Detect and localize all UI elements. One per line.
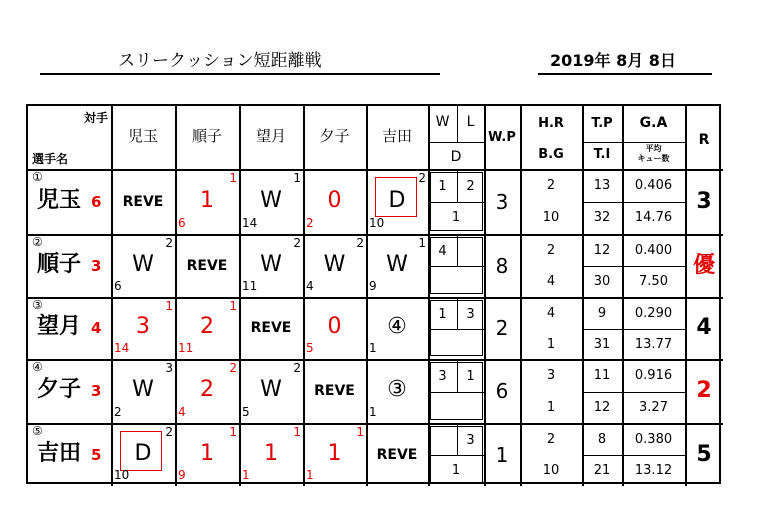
match-result: 2 xyxy=(200,314,214,339)
average-cues: 3.27 xyxy=(639,400,668,415)
match-points: 6 xyxy=(114,279,122,293)
match-innings: 2 xyxy=(293,236,301,250)
wins-value: 1 xyxy=(438,307,447,322)
match-points: 9 xyxy=(178,468,186,482)
reve-label: REVE xyxy=(376,447,418,463)
match-result: ④ xyxy=(387,314,407,339)
opponent-header-5: 吉田 xyxy=(381,127,412,145)
match-innings: 1 xyxy=(356,425,364,439)
match-points: 1 xyxy=(242,468,250,482)
best-game: 10 xyxy=(542,463,560,478)
rank: 2 xyxy=(696,378,712,403)
stats-subrow-divider xyxy=(582,329,685,330)
rank: 3 xyxy=(696,189,712,214)
column-divider xyxy=(685,106,687,486)
column-divider xyxy=(582,106,584,486)
row-divider xyxy=(28,423,723,425)
match-points: 2 xyxy=(114,405,122,419)
match-innings: 3 xyxy=(165,361,173,375)
losses-value: 1 xyxy=(466,369,475,384)
high-run: 3 xyxy=(546,368,556,383)
match-result: W xyxy=(260,377,282,402)
high-run: 2 xyxy=(546,243,556,258)
column-divider xyxy=(622,106,624,486)
match-result: 1 xyxy=(200,188,214,213)
match-innings: 1 xyxy=(418,236,426,250)
winning-points: 8 xyxy=(495,254,509,278)
match-result: D xyxy=(134,441,152,466)
match-innings: 1 xyxy=(293,425,301,439)
match-result: 1 xyxy=(264,441,278,466)
match-result: W xyxy=(323,252,346,277)
w-header: W xyxy=(435,114,450,130)
match-points: 11 xyxy=(178,341,194,355)
row-divider xyxy=(28,234,723,236)
match-result: 0 xyxy=(327,314,342,339)
player-name-1: 児玉 xyxy=(37,188,82,213)
match-points: 4 xyxy=(306,279,314,293)
player-name-5: 吉田 xyxy=(37,441,82,466)
column-divider xyxy=(366,106,368,486)
stats-subrow-divider xyxy=(582,455,685,456)
player-number-1: ① xyxy=(32,170,43,184)
match-points: 2 xyxy=(306,216,314,230)
match-innings: 1 xyxy=(165,299,173,313)
average-cues: 13.12 xyxy=(634,463,673,478)
wins-value: 3 xyxy=(438,369,447,384)
rank: 5 xyxy=(696,442,712,467)
ga-sub-header-1: 平均 xyxy=(645,144,662,153)
row-divider xyxy=(28,169,723,171)
winning-points: 1 xyxy=(495,443,509,467)
reve-label: REVE xyxy=(250,320,292,336)
hr-header: H.R xyxy=(538,116,564,131)
date-underline xyxy=(538,73,712,75)
bg-header: B.G xyxy=(538,147,564,162)
total-innings: 21 xyxy=(593,463,611,478)
match-points: 1 xyxy=(369,405,377,419)
match-innings: 2 xyxy=(229,361,237,375)
general-average: 0.406 xyxy=(634,178,673,193)
ga-sub-header-2: キュー数 xyxy=(637,154,670,163)
match-innings: 2 xyxy=(418,171,426,185)
stats-subrow-divider xyxy=(582,266,685,267)
match-result: 0 xyxy=(327,188,342,213)
player-name-3: 望月 xyxy=(37,314,82,339)
total-innings: 32 xyxy=(593,210,611,225)
draws-value: 1 xyxy=(451,210,461,225)
match-innings: 2 xyxy=(165,236,173,250)
average-cues: 13.77 xyxy=(634,337,673,352)
header-opponent-label: 対手 xyxy=(83,111,108,125)
total-points: 12 xyxy=(593,243,611,258)
stats-subrow-divider xyxy=(582,392,685,393)
player-handicap-2: 3 xyxy=(91,257,102,275)
wins-value: 4 xyxy=(438,244,447,259)
page-title: スリークッション短距離戦 xyxy=(118,51,322,71)
match-result: W xyxy=(260,188,282,213)
losses-value: 3 xyxy=(466,433,475,448)
match-points: 5 xyxy=(242,405,250,419)
row-divider xyxy=(28,297,723,299)
match-points: 11 xyxy=(242,279,258,293)
column-divider xyxy=(484,106,486,486)
match-result: W xyxy=(132,377,154,402)
player-handicap-4: 3 xyxy=(91,382,102,400)
header-subrow-divider xyxy=(582,142,685,143)
match-points: 10 xyxy=(369,216,385,230)
ga-header: G.A xyxy=(639,115,668,131)
match-result: W xyxy=(386,252,408,277)
column-divider xyxy=(239,106,241,486)
match-result: 1 xyxy=(200,441,214,466)
match-innings: 1 xyxy=(229,171,237,185)
player-number-5: ⑤ xyxy=(32,424,43,438)
general-average: 0.290 xyxy=(634,306,673,321)
player-number-4: ④ xyxy=(32,360,43,374)
header-player-label: 選手名 xyxy=(32,152,69,166)
wld-header-divider xyxy=(428,142,484,143)
player-number-2: ② xyxy=(32,235,43,249)
d-header: D xyxy=(450,149,462,165)
player-handicap-1: 6 xyxy=(91,193,102,211)
total-points: 11 xyxy=(593,368,611,383)
winning-points: 3 xyxy=(495,190,509,214)
match-points: 14 xyxy=(242,216,258,230)
general-average: 0.916 xyxy=(634,368,673,383)
average-cues: 7.50 xyxy=(639,274,668,289)
row-divider xyxy=(28,359,723,361)
player-handicap-5: 5 xyxy=(91,446,102,464)
match-innings: 2 xyxy=(293,361,301,375)
winning-points: 6 xyxy=(495,379,509,403)
draws-value: 1 xyxy=(451,463,461,478)
match-innings: 2 xyxy=(356,236,364,250)
match-innings: 1 xyxy=(229,425,237,439)
match-result: W xyxy=(260,252,282,277)
player-number-3: ③ xyxy=(32,298,43,312)
high-run: 2 xyxy=(546,178,556,193)
total-points: 9 xyxy=(597,306,607,321)
best-game: 4 xyxy=(546,274,556,289)
column-divider xyxy=(303,106,305,486)
match-result: 3 xyxy=(136,314,150,339)
column-divider xyxy=(520,106,522,486)
average-cues: 14.76 xyxy=(634,210,673,225)
rank: 優 xyxy=(692,253,715,278)
match-result: 2 xyxy=(200,377,214,402)
total-points: 8 xyxy=(597,432,607,447)
total-innings: 12 xyxy=(593,400,611,415)
match-points: 1 xyxy=(306,468,314,482)
best-game: 10 xyxy=(542,210,560,225)
reve-label: REVE xyxy=(314,383,355,399)
total-innings: 31 xyxy=(593,337,611,352)
r-header: R xyxy=(698,132,710,148)
opponent-header-3: 望月 xyxy=(255,127,286,145)
player-name-4: 夕子 xyxy=(37,377,82,402)
match-points: 10 xyxy=(114,468,130,482)
match-innings: 1 xyxy=(293,171,301,185)
date-label: 2019年 8月 8日 xyxy=(550,51,676,70)
opponent-header-4: 夕子 xyxy=(319,127,350,145)
match-points: 14 xyxy=(114,341,130,355)
match-result: W xyxy=(132,252,154,277)
match-result: D xyxy=(388,188,406,213)
match-points: 6 xyxy=(178,216,186,230)
high-run: 4 xyxy=(546,306,556,321)
title-underline xyxy=(40,73,440,75)
match-points: 1 xyxy=(369,341,377,355)
opponent-header-1: 児玉 xyxy=(127,127,158,145)
match-points: 4 xyxy=(178,405,186,419)
reve-label: REVE xyxy=(186,258,228,274)
opponent-header-2: 順子 xyxy=(191,127,222,145)
wp-header: W.P xyxy=(488,130,516,145)
match-points: 5 xyxy=(306,341,314,355)
best-game: 1 xyxy=(546,400,556,415)
match-points: 9 xyxy=(369,279,377,293)
match-innings: 2 xyxy=(165,425,173,439)
total-innings: 30 xyxy=(593,274,611,289)
player-handicap-3: 4 xyxy=(91,319,102,337)
winning-points: 2 xyxy=(495,316,509,340)
stats-subrow-divider xyxy=(582,202,685,203)
match-innings: 1 xyxy=(229,299,237,313)
player-name-2: 順子 xyxy=(37,252,82,277)
high-run: 2 xyxy=(546,432,556,447)
ti-header: T.I xyxy=(593,147,611,162)
reve-label: REVE xyxy=(122,194,164,210)
wins-value: 1 xyxy=(438,179,447,194)
column-divider xyxy=(111,106,113,486)
losses-value: 3 xyxy=(466,307,475,322)
general-average: 0.380 xyxy=(634,432,673,447)
l-header: L xyxy=(466,114,475,130)
score-table xyxy=(26,104,721,484)
losses-value: 2 xyxy=(466,179,475,194)
rank: 4 xyxy=(696,315,712,340)
column-divider xyxy=(175,106,177,486)
total-points: 13 xyxy=(593,178,611,193)
tp-header: T.P xyxy=(591,116,613,131)
match-result: 1 xyxy=(327,441,342,466)
best-game: 1 xyxy=(546,337,556,352)
general-average: 0.400 xyxy=(634,243,673,258)
match-result: ③ xyxy=(387,377,407,402)
